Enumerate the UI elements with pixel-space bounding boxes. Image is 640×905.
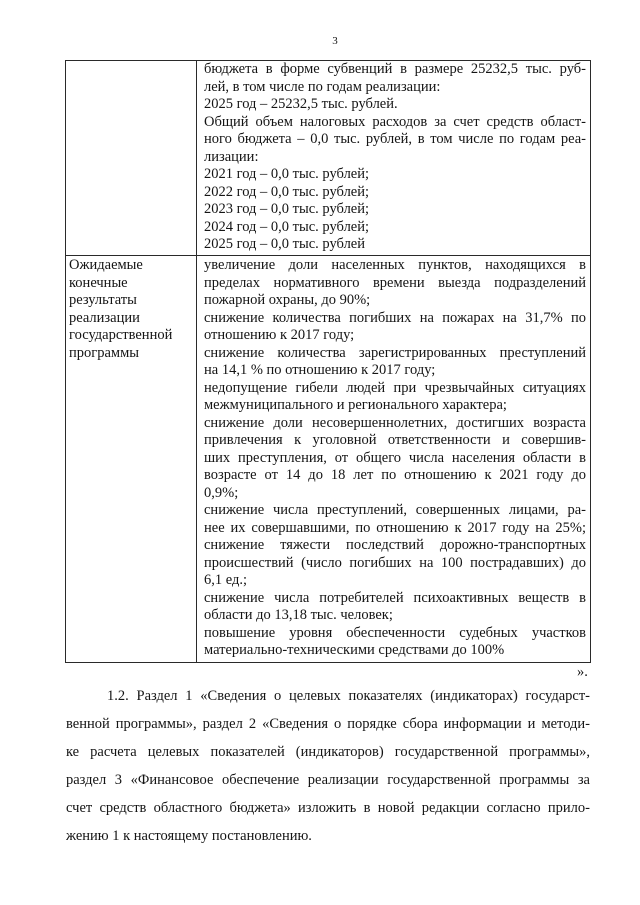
content-line: снижение доли несовершеннолетних, достигших возраста [204,414,586,431]
paragraph-line: счет средств областного бюджета» изложить в новой редакции согласно прило- [66,800,590,816]
content-line: снижение числа преступлений, совершенных лицами, ра- [204,502,586,518]
content-line: нее их совершавшими, по отношению к 2017 году на 25%; [204,519,586,536]
content-line: повышение уровня обеспеченности судебных участков [204,624,586,641]
content-line: 2024 год – 0,0 тыс. рублей; [204,218,370,235]
content-line: лей, в том числе по годам реализации: [204,78,441,95]
paragraph-line: венной программы», раздел 2 «Сведения о порядке сбора информации и методи- [66,716,590,732]
table-row [66,61,590,255]
content-line: пределах нормативного времени выезда подразделений [204,274,586,291]
content-line: возрасте от 14 до 18 лет по отношению к 2021 году до [204,467,586,483]
paragraph-line: 1.2. Раздел 1 «Сведения о целевых показателях (индикаторах) государст- [107,688,590,704]
paragraph-line: жению 1 к настоящему постановлению. [66,828,312,844]
table-row [66,255,590,662]
label-line: конечные [69,274,128,291]
label-cell [66,61,197,255]
label-line: государственной [69,327,173,343]
label-line: реализации [69,309,140,326]
program-passport-table [65,60,591,663]
content-line: увеличение доли населенных пунктов, находящихся в [204,257,586,273]
paragraph-line: раздел 3 «Финансовое обеспечение реализации государственной программы за [66,772,590,788]
content-line: привлечения к уголовной ответственности и совершив- [204,432,586,448]
content-line: 2023 год – 0,0 тыс. рублей; [204,201,370,217]
content-line: ших преступления, от общего числа населения области в [204,449,586,466]
content-line: лизации: [204,148,259,165]
content-line: недопущение гибели людей при чрезвычайных ситуациях [204,379,586,396]
content-line: происшествий (число погибших на 100 пострадавших) до [204,554,586,571]
content-line: 2025 год – 0,0 тыс. рублей [204,236,366,252]
label-line: Ожидаемые [69,257,143,273]
content-line: области до 13,18 тыс. человек; [204,607,393,623]
label-cell [66,256,197,662]
content-cell [197,61,590,255]
content-line: отношению к 2017 году; [204,327,355,343]
label-line: программы [69,344,139,361]
content-line: межмуниципального и регионального характера; [204,397,507,413]
page-number: 3 [332,35,338,47]
content-cell [197,256,590,662]
amendment-paragraph [66,682,590,850]
label-line: результаты [69,292,137,308]
content-line: материально-техническими средствами до 100% [204,642,505,658]
content-line: снижение количества погибших на пожарах на 31,7% по [204,309,586,326]
content-line: 0,9%; [204,484,239,501]
content-line: 6,1 ед.; [204,572,248,588]
content-line: пожарной охраны, до 90%; [204,292,371,308]
content-line: Общий объем налоговых расходов за счет средств област- [204,113,586,130]
closing-quote: ». [577,664,588,680]
content-line: снижение тяжести последствий дорожно-транспортных [204,537,586,553]
content-line: 2021 год – 0,0 тыс. рублей; [204,166,370,182]
content-line: ного бюджета – 0,0 тыс. рублей, в том числе по годам реа- [204,131,586,147]
content-line: снижение количества зарегистрированных преступлений [204,344,586,361]
content-line: снижение числа потребителей психоактивных веществ в [204,589,586,606]
content-line: на 14,1 % по отношению к 2017 году; [204,362,436,378]
content-line: 2025 год – 25232,5 тыс. рублей. [204,96,398,112]
paragraph-line: ке расчета целевых показателей (индикаторов) государственной программы», [66,744,590,760]
content-line: бюджета в форме субвенций в размере 25232,5 тыс. руб- [204,61,586,77]
content-line: 2022 год – 0,0 тыс. рублей; [204,183,370,200]
